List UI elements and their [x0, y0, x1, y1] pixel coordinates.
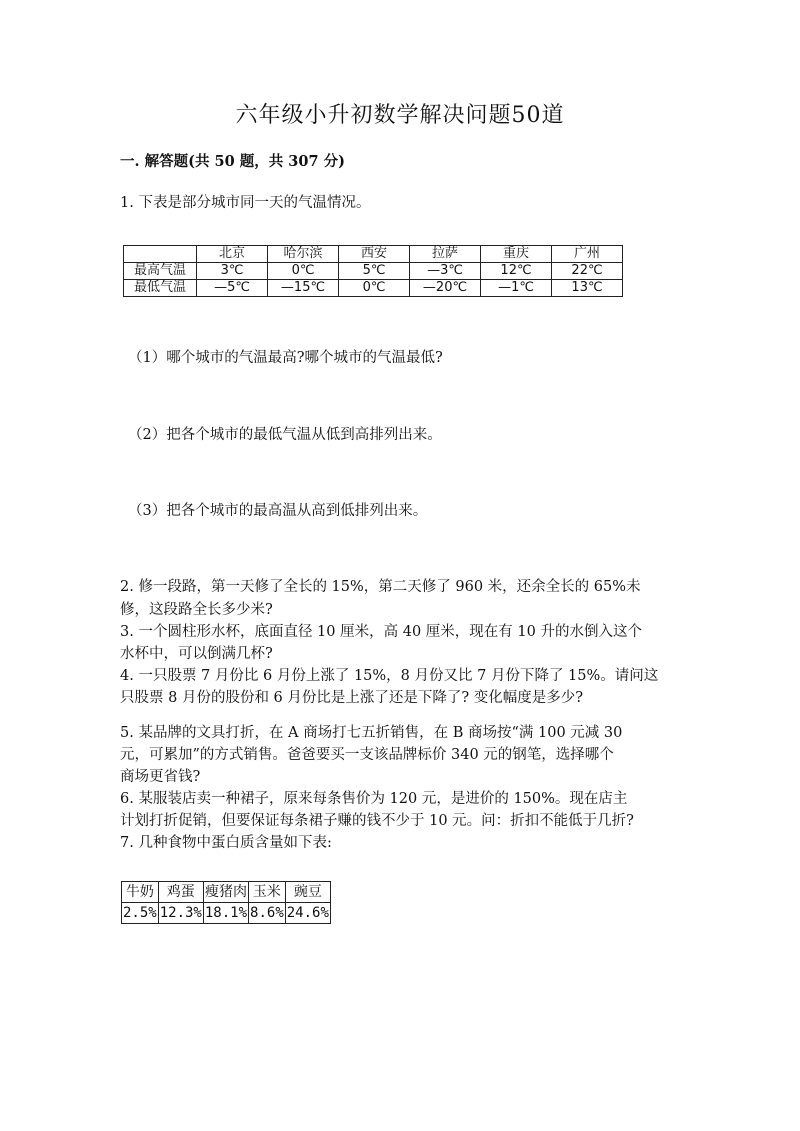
table-cell: 18.1% [203, 903, 248, 924]
table-cell: —15℃ [268, 280, 339, 297]
table-row [124, 280, 623, 297]
page-title: 六年级小升初数学解决问题50道 [235, 103, 565, 128]
table-cell: 北京 [197, 246, 268, 263]
table-cell: 8.6% [249, 903, 286, 924]
table-cell: 5℃ [339, 263, 410, 280]
table-row [122, 903, 331, 924]
table-cell: 拉萨 [410, 246, 481, 263]
q1-sub3: （3）把各个城市的最高温从高到低排列出来。 [128, 503, 428, 519]
table-cell [124, 246, 197, 263]
q1-sub1: （1）哪个城市的气温最高?哪个城市的气温最低? [128, 350, 443, 366]
table-cell: 牛奶 [122, 882, 159, 903]
table-cell: —20℃ [410, 280, 481, 297]
q2-line1: 2. 修一段路，第一天修了全长的 15%，第二天修了 960 米，还余全长的 65%未 [120, 579, 641, 595]
table-cell: 广州 [552, 246, 623, 263]
table-cell: —3℃ [410, 263, 481, 280]
table-cell: 鸡蛋 [158, 882, 203, 903]
table-header-row [122, 882, 331, 903]
q3-line2: 水杯中，可以倒满几杯? [120, 646, 273, 662]
table-cell: 豌豆 [285, 882, 330, 903]
q4-line1: 4. 一只股票 7 月份比 6 月份上涨了 15%，8 月份又比 7 月份下降了 15%。请问这 [120, 668, 659, 684]
table-row [124, 263, 623, 280]
table-cell: 0℃ [268, 263, 339, 280]
table-cell: 0℃ [339, 280, 410, 297]
q3-line1: 3. 一个圆柱形水杯，底面直径 10 厘米，高 40 厘米，现在有 10 升的水倒入这个 [120, 624, 642, 640]
section-heading: 一. 解答题(共 50 题，共 307 分) [120, 153, 345, 170]
table-cell: 13℃ [552, 280, 623, 297]
table-cell: 哈尔滨 [268, 246, 339, 263]
q6-line1: 6. 某服装店卖一种裙子，原来每条售价为 120 元，是进价的 150%。现在店主 [120, 791, 628, 807]
table-header-row [124, 246, 623, 263]
q7-stem: 7. 几种食物中蛋白质含量如下表: [120, 835, 332, 851]
table-cell: —5℃ [197, 280, 268, 297]
table-cell: 最高气温 [124, 263, 197, 280]
table-cell: 3℃ [197, 263, 268, 280]
q5-line3: 商场更省钱? [120, 769, 201, 785]
q1-sub2: （2）把各个城市的最低气温从低到高排列出来。 [128, 427, 442, 443]
temperature-table [123, 245, 623, 297]
q2-line2: 修，这段路全长多少米? [120, 602, 273, 618]
table-cell: 12℃ [481, 263, 552, 280]
table-cell: 重庆 [481, 246, 552, 263]
protein-table [121, 881, 331, 924]
table-cell: 24.6% [285, 903, 330, 924]
table-cell: 22℃ [552, 263, 623, 280]
table-cell: 12.3% [158, 903, 203, 924]
table-cell: 瘦猪肉 [203, 882, 248, 903]
q5-line2: 元，可累加”的方式销售。爸爸要买一支该品牌标价 340 元的钢笔，选择哪个 [120, 747, 614, 763]
q5-line1: 5. 某品牌的文具打折，在 A 商场打七五折销售，在 B 商场按“满 100 元减 30 [120, 725, 623, 741]
table-cell: 西安 [339, 246, 410, 263]
q4-line2: 只股票 8 月份的股份和 6 月份比是上涨了还是下降了? 变化幅度是多少? [120, 690, 584, 706]
q1-stem: 1. 下表是部分城市同一天的气温情况。 [120, 195, 371, 211]
table-cell: 2.5% [122, 903, 159, 924]
q6-line2: 计划打折促销，但要保证每条裙子赚的钱不少于 10 元。问：折扣不能低于几折? [120, 813, 634, 829]
table-cell: 玉米 [249, 882, 286, 903]
table-cell: —1℃ [481, 280, 552, 297]
table-cell: 最低气温 [124, 280, 197, 297]
